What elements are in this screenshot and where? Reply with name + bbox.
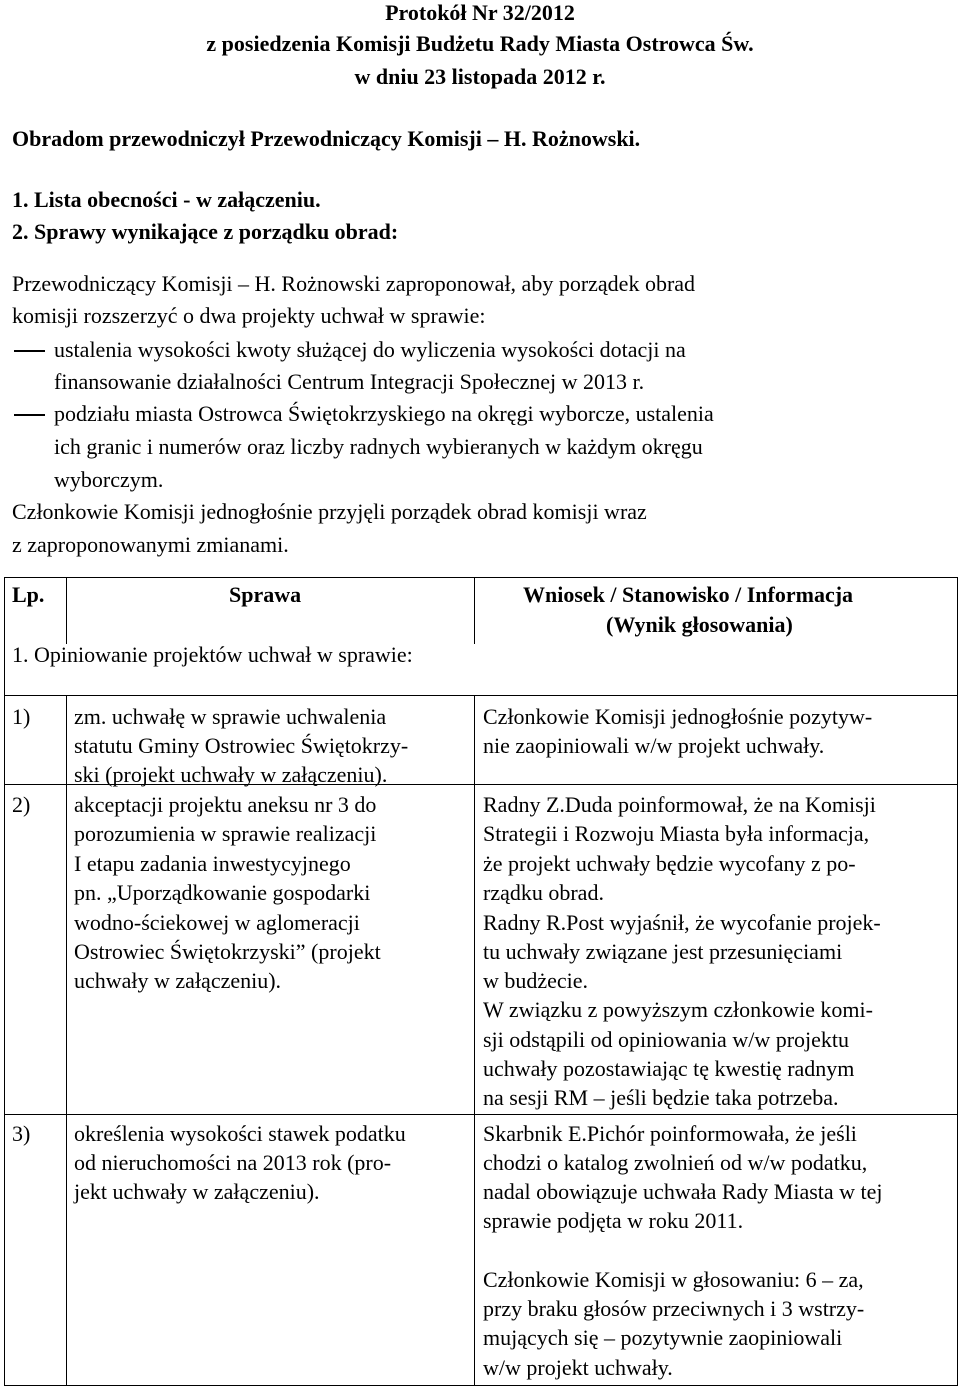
table-row-1-lp: 1) [12,704,31,729]
table-row-1-sprawa: statutu Gminy Ostrowiec Świętokrzy- [74,733,409,758]
agenda-item-1: 1. Lista obecności - w załączeniu. [12,187,321,212]
table-header-sprawa: Sprawa [229,582,302,607]
table-row-2-sprawa: pn. „Uporządkowanie gospodarki [74,880,371,905]
table-header-lp: Lp. [12,582,45,607]
table-row-3-sprawa: od nieruchomości na 2013 rok (pro- [74,1150,392,1175]
table-row-2-wniosek: w budżecie. [483,968,589,993]
protocol-subtitle: z posiedzenia Komisji Budżetu Rady Miasta Ostrowca Św. [206,31,754,56]
table-row-3-wniosek: sprawie podjęta w roku 2011. [483,1208,744,1233]
table-row-3-wniosek: chodzi o katalog zwolnień od w/w podatku, [483,1150,868,1175]
table-row-2-sprawa: uchwały w załączeniu). [74,968,282,993]
table-row-3-lp: 3) [12,1121,31,1146]
table-row-3-wniosek: nadal obowiązuje uchwała Rady Miasta w tej [483,1179,883,1204]
protocol-date: w dniu 23 listopada 2012 r. [354,64,606,89]
table-row-1-wniosek: nie zaopiniowali w/w projekt uchwały. [483,733,825,758]
table-row-3-sprawa: jekt uchwały w załączeniu). [74,1179,320,1204]
table-row-2-wniosek: Radny Z.Duda poinformował, że na Komisji [483,792,876,817]
table-row-2-wniosek: że projekt uchwały będzie wycofany z po- [483,851,856,876]
table-row-3-wniosek: mujących się – pozytywnie zaopiniowali [483,1325,843,1350]
table-row-2-wniosek: uchwały pozostawiając tę kwestię radnym [483,1056,855,1081]
table-row-3-wniosek: Skarbnik E.Pichór poinformowała, że jeśli [483,1121,857,1146]
table-row-1-sprawa: ski (projekt uchwały w załączeniu). [74,762,388,787]
table-row-2-wniosek: na sesji RM – jeśli będzie taka potrzeba. [483,1085,839,1110]
table-section-title: 1. Opiniowanie projektów uchwał w sprawie: [12,642,413,667]
table-row-3-wniosek: Członkowie Komisji w głosowaniu: 6 – za, [483,1267,864,1292]
bullet-2-line-1: podziału miasta Ostrowca Świętokrzyskiego na okręgi wyborcze, ustalenia [54,401,714,426]
table-row-2-wniosek: Strategii i Rozwoju Miasta była informacja, [483,821,870,846]
table-row-3-sprawa: określenia wysokości stawek podatku [74,1121,406,1146]
table-row-2-wniosek: rządku obrad. [483,880,604,905]
table-header-wniosek: Wniosek / Stanowisko / Informacja [523,582,854,607]
table-row-2-wniosek: Radny R.Post wyjaśnił, że wycofanie projek- [483,910,881,935]
protocol-title: Protokół Nr 32/2012 [385,0,575,25]
bullet-1-line-2: finansowanie działalności Centrum Integracji Społecznej w 2013 r. [54,369,645,394]
table-row-2-sprawa: Ostrowiec Świętokrzyski” (projekt [74,939,381,964]
table-row-3-wniosek: w/w projekt uchwały. [483,1355,673,1380]
table-row-3-wniosek: przy braku głosów przeciwnych i 3 wstrzy- [483,1296,865,1321]
table-row-1-sprawa: zm. uchwałę w sprawie uchwalenia [74,704,387,729]
table-header-wynik: (Wynik głosowania) [606,612,793,637]
intro-line-1: Przewodniczący Komisji – H. Rożnowski zaproponował, aby porządek obrad [12,271,696,296]
table-row-2-sprawa: I etapu zadania inwestycyjnego [74,851,351,876]
bullet-1-line-1: ustalenia wysokości kwoty służącej do wyliczenia wysokości dotacji na [54,337,686,362]
agenda-item-2: 2. Sprawy wynikające z porządku obrad: [12,219,399,244]
acceptance-line-1: Członkowie Komisji jednogłośnie przyjęli porządek obrad komisji wraz [12,499,647,524]
intro-line-2: komisji rozszerzyć o dwa projekty uchwał w sprawie: [12,303,486,328]
table-row-2-wniosek: tu uchwały związane jest przesunięciami [483,939,843,964]
table-row-1-wniosek: Członkowie Komisji jednogłośnie pozytyw- [483,704,873,729]
chair-line: Obradom przewodniczył Przewodniczący Komisji – H. Rożnowski. [12,126,641,151]
table-row-2-wniosek: W związku z powyższym członkowie komi- [483,997,873,1022]
table-row-2-lp: 2) [12,792,31,817]
table-row-2-sprawa: porozumienia w sprawie realizacji [74,821,377,846]
bullet-2-line-3: wyborczym. [54,467,164,492]
bullet-dash-icon [14,350,45,352]
acceptance-line-2: z zaproponowanymi zmianami. [12,532,289,557]
table-row-2-sprawa: wodno-ściekowej w aglomeracji [74,910,360,935]
bullet-dash-icon [14,414,45,416]
table-row-2-wniosek: sji odstąpili od opiniowania w/w projektu [483,1027,850,1052]
table-row-2-sprawa: akceptacji projektu aneksu nr 3 do [74,792,377,817]
bullet-2-line-2: ich granic i numerów oraz liczby radnych wybieranych w każdym okręgu [54,434,703,459]
